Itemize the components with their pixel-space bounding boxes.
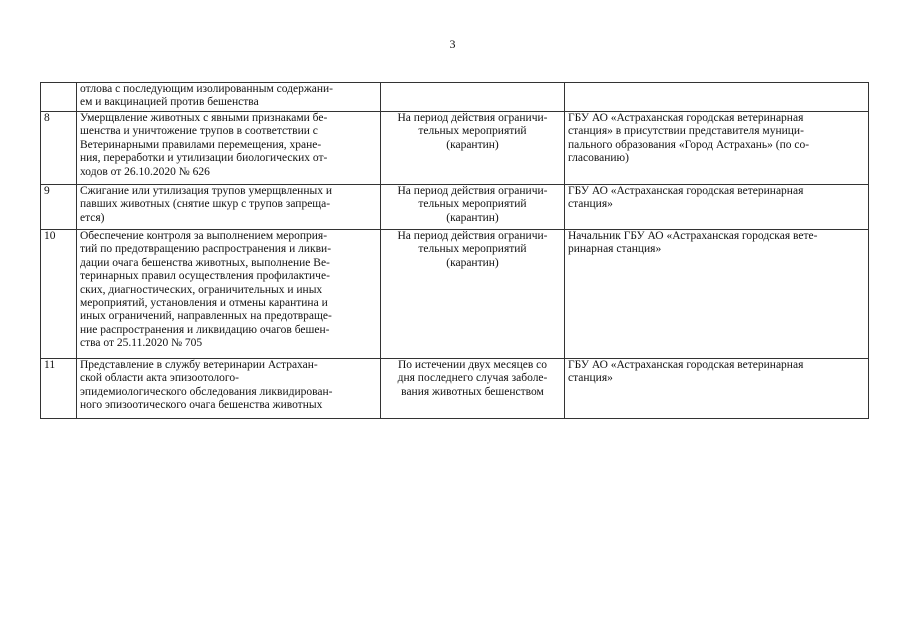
period-cell-line: (карантин) [446, 256, 499, 269]
executor-cell [565, 230, 869, 359]
period-cell [381, 359, 565, 419]
executor-cell-line: ГБУ АО «Астраханская городская ветеринарная [568, 112, 804, 124]
event-cell-line: ской области акта эпизоотолого- [80, 372, 239, 385]
event-cell [77, 112, 381, 185]
executor-cell-line: Начальник ГБУ АО «Астраханская городская вете- [568, 230, 818, 242]
table-row [41, 83, 869, 112]
event-cell-line: иных ограничений, направленных на предотвраще- [80, 310, 332, 323]
period-cell-line: тельных мероприятий [418, 243, 527, 256]
event-cell-line: Умерщвление животных с явными признаками бе- [80, 112, 328, 124]
event-cell-line: ских, диагностических, ограничительных и иных [80, 283, 323, 296]
executor-cell [565, 359, 869, 419]
row-number: 8 [41, 112, 77, 185]
period-cell [381, 112, 565, 185]
event-cell-line: Представление в службу ветеринарии Астрахан- [80, 359, 318, 371]
table-body [41, 83, 869, 419]
table-row [41, 230, 869, 359]
measures-table [40, 82, 869, 419]
period-cell [381, 83, 565, 112]
event-cell-line: ем и вакцинацией против бешенства [80, 96, 259, 109]
row-number: 9 [41, 185, 77, 230]
period-cell-line: (карантин) [446, 138, 499, 151]
row-number: 11 [41, 359, 77, 419]
period-cell-line: На период действия ограничи- [397, 112, 548, 124]
event-cell-line: тий по предотвращению распространения и ликви- [80, 243, 332, 256]
event-cell-line: эпидемиологического обследования ликвидирован- [80, 385, 333, 398]
table-row [41, 359, 869, 419]
event-cell [77, 230, 381, 359]
event-cell-line: шенства и уничтожение трупов в соответствии с [80, 125, 318, 138]
period-cell-line: По истечении двух месяцев со [397, 359, 547, 371]
event-cell-line: теринарных правил осуществления профилактиче- [80, 270, 330, 283]
executor-cell-line: ринарная станция» [568, 243, 662, 256]
event-cell [77, 83, 381, 112]
event-cell-line: ние распространения и ликвидацию очагов бешен- [80, 323, 330, 336]
period-cell-line: тельных мероприятий [418, 198, 527, 211]
event-cell-line: ходов от 26.10.2020 № 626 [80, 165, 210, 178]
event-cell-line: мероприятий, установления и отмены карантина и [80, 297, 328, 310]
event-cell-line: Ветеринарными правилами перемещения, хране- [80, 138, 322, 151]
row-number [41, 83, 77, 112]
executor-cell-line: станция» [568, 372, 613, 385]
executor-cell [565, 185, 869, 230]
event-cell-line: Сжигание или утилизация трупов умерщвленных и [80, 185, 332, 197]
table-row [41, 185, 869, 230]
executor-cell-line: станция» в присутствии представителя муници- [568, 125, 804, 138]
event-cell-line: отлова с последующим изолированным содержани- [80, 83, 334, 95]
executor-cell [565, 83, 869, 112]
executor-cell [565, 112, 869, 185]
period-cell-line: На период действия ограничи- [397, 185, 548, 197]
page-number: 3 [449, 37, 456, 51]
executor-cell-line: станция» [568, 198, 613, 211]
event-cell-line: Обеспечение контроля за выполнением мероприя- [80, 230, 328, 242]
row-number: 10 [41, 230, 77, 359]
event-cell-line: ного эпизоотического очага бешенства животных [80, 399, 323, 412]
period-cell [381, 230, 565, 359]
event-cell-line: дации очага бешенства животных, выполнение Ве- [80, 256, 330, 269]
event-cell [77, 185, 381, 230]
executor-cell-line: пального образования «Город Астрахань» (по со- [568, 138, 810, 151]
event-cell-line: ется) [80, 211, 105, 224]
event-cell-line: ния, переработки и утилизации биологических от- [80, 152, 328, 165]
period-cell-line: дня последнего случая заболе- [397, 372, 548, 385]
period-cell [381, 185, 565, 230]
event-cell [77, 359, 381, 419]
period-cell-line: вания животных бешенством [401, 385, 544, 398]
table-row [41, 112, 869, 185]
executor-cell-line: ГБУ АО «Астраханская городская ветеринарная [568, 359, 804, 371]
event-cell-line: павших животных (снятие шкур с трупов запреща- [80, 198, 331, 211]
period-cell-line: тельных мероприятий [418, 125, 527, 138]
executor-cell-line: гласованию) [568, 152, 629, 165]
period-cell-line: На период действия ограничи- [397, 230, 548, 242]
event-cell-line: ства от 25.11.2020 № 705 [80, 337, 203, 350]
executor-cell-line: ГБУ АО «Астраханская городская ветеринарная [568, 185, 804, 197]
period-cell-line: (карантин) [446, 211, 499, 224]
